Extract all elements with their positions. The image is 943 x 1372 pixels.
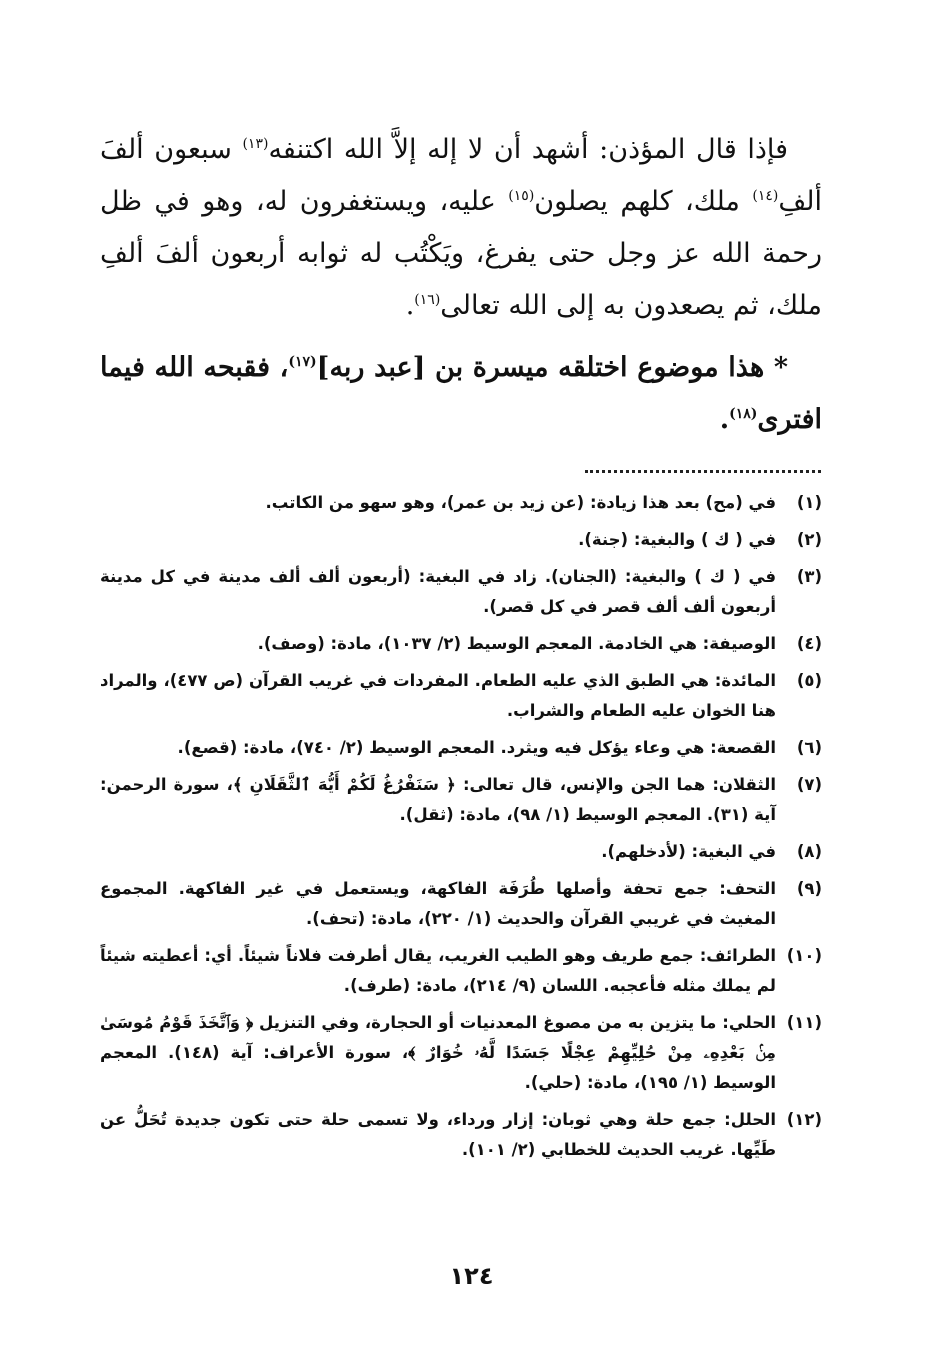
verdict-paragraph bbox=[100, 342, 822, 446]
text-segment: ، فقبحه الله فيما افترى bbox=[100, 352, 822, 435]
footnote-text: الحلي: ما يتزين به من مصوغ المعدنيات أو الحجارة، وفي التنزيل ﴿ وَٱتَّخَذَ قَوْمُ مُوسَىٰ مِنۢ بَعْدِهِۦ مِنْ حُلِيِّهِمْ عِجْلًا جَسَدًا لَّهُۥ خُوَارٌ ﴾، سورة الأعراف: آية (١٤٨). المعجم الوسيط (١/ ١٩٥)، مادة: (حلي). bbox=[100, 1013, 776, 1092]
footnote-text: في ( ك ) والبغية: (الجنان). زاد في البغية: (أربعون ألف ألف مدينة في كل مدينة أربعون ألف ألف قصر في كل قصر). bbox=[100, 567, 776, 616]
text-segment: سبعون ألفَ ألفِ bbox=[100, 134, 823, 217]
main-text-block bbox=[100, 124, 822, 446]
footnote-separator bbox=[585, 460, 821, 473]
footnote-item bbox=[100, 525, 822, 555]
text-segment: . bbox=[719, 404, 730, 435]
footnote-text: الوصيفة: هي الخادمة. المعجم الوسيط (٢/ ١٠٣٧)، مادة: (وصف). bbox=[257, 634, 776, 653]
footnote-item bbox=[100, 941, 822, 1001]
text-segment: فإذا قال المؤذن: أشهد أن لا إله إلاَّ الله اكتنفه bbox=[268, 134, 788, 165]
footnote-text: في ( ك ) والبغية: (جنة). bbox=[578, 530, 776, 549]
text-segment: . bbox=[405, 290, 415, 321]
footnote-reference[interactable]: (١٦) bbox=[414, 292, 441, 308]
footnote-reference[interactable]: (١٤) bbox=[752, 188, 779, 204]
footnote-number: (١١) bbox=[786, 1013, 822, 1032]
footnote-text: الحلل: جمع حلة وهي ثوبان: إزار ورداء، ولا تسمى حلة حتى تكون جديدة تُحَلُّ عن طَيِّها. غريب الحديث للخطابي (٢/ ١٠١). bbox=[100, 1110, 776, 1159]
footnote-text: المائدة: هي الطبق الذي عليه الطعام. المفردات في غريب القرآن (ص ٤٧٧)، والمراد هنا الخوان عليه الطعام والشراب. bbox=[100, 671, 776, 720]
footnote-item bbox=[100, 1008, 822, 1098]
footnote-item bbox=[100, 837, 822, 867]
footnote-reference[interactable]: (١٧) bbox=[288, 354, 317, 370]
footnote-reference[interactable]: (١٨) bbox=[729, 406, 758, 422]
footnote-number: (٣) bbox=[796, 567, 822, 586]
footnote-item bbox=[100, 629, 822, 659]
footnote-number: (٤) bbox=[796, 634, 822, 653]
footnote-item bbox=[100, 666, 822, 726]
footnote-item bbox=[100, 874, 822, 934]
footnote-number: (٢) bbox=[796, 530, 822, 549]
footnote-item bbox=[100, 770, 822, 830]
footnote-item bbox=[100, 733, 822, 763]
footnote-number: (٥) bbox=[796, 671, 822, 690]
hadith-paragraph bbox=[100, 124, 822, 332]
footnote-item bbox=[100, 562, 822, 622]
footnote-number: (١٢) bbox=[786, 1110, 822, 1129]
footnote-reference[interactable]: (١٣) bbox=[242, 136, 269, 152]
footnote-item bbox=[100, 488, 822, 518]
footnote-number: (١٠) bbox=[786, 946, 822, 965]
footnote-number: (١) bbox=[796, 493, 822, 512]
footnote-text: في (مح) بعد هذا زيادة: (عن زيد بن عمر)، وهو سهو من الكاتب. bbox=[265, 493, 776, 512]
page-number: ١٢٤ bbox=[449, 1262, 494, 1290]
text-segment: ملك، كلهم يصلون bbox=[534, 186, 753, 217]
footnote-reference[interactable]: (١٥) bbox=[508, 188, 535, 204]
footnote-number: (٧) bbox=[796, 775, 822, 794]
footnote-number: (٦) bbox=[796, 738, 822, 757]
footnote-text: في البغية: (لأدخلهم). bbox=[601, 842, 776, 861]
footnotes-list bbox=[100, 488, 822, 1172]
footnote-text: القصعة: هي وعاء يؤكل فيه ويثرد. المعجم الوسيط (٢/ ٧٤٠)، مادة: (قصع). bbox=[177, 738, 776, 757]
text-segment: * هذا موضوع اختلقه ميسرة بن [عبد ربه] bbox=[316, 352, 788, 383]
text-segment: عليه، ويستغفرون له، وهو في ظل رحمة الله عز وجل حتى يفرغ، ويَكْتُب له ثوابه أربعون ألفَ ألفِ ملك، ثم يصعدون به إلى الله تعالى bbox=[100, 186, 822, 321]
footnote-text: التحف: جمع تحفة وأصلها طُرَفَة الفاكهة، ويستعمل في غير الفاكهة. المجموع المغيث في غريبي القرآن والحديث (١/ ٢٢٠)، مادة: (تحف). bbox=[100, 879, 776, 928]
footnote-item bbox=[100, 1105, 822, 1165]
footnote-text: الثقلان: هما الجن والإنس، قال تعالى: ﴿ سَنَفْرُغُ لَكُمْ أَيُّهَ ٱلثَّقَلَانِ ﴾، سورة الرحمن: آية (٣١). المعجم الوسيط (١/ ٩٨)، مادة: (ثقل). bbox=[100, 775, 776, 824]
footnote-text: الطرائف: جمع طريف وهو الطيب الغريب، يقال أطرفت فلاناً شيئاً. أي: أعطيته شيئاً لم يملك مثله فأعجبه. اللسان (٩/ ٢١٤)، مادة: (طرف). bbox=[100, 946, 776, 995]
footnote-number: (٨) bbox=[796, 842, 822, 861]
footnote-number: (٩) bbox=[796, 879, 822, 898]
